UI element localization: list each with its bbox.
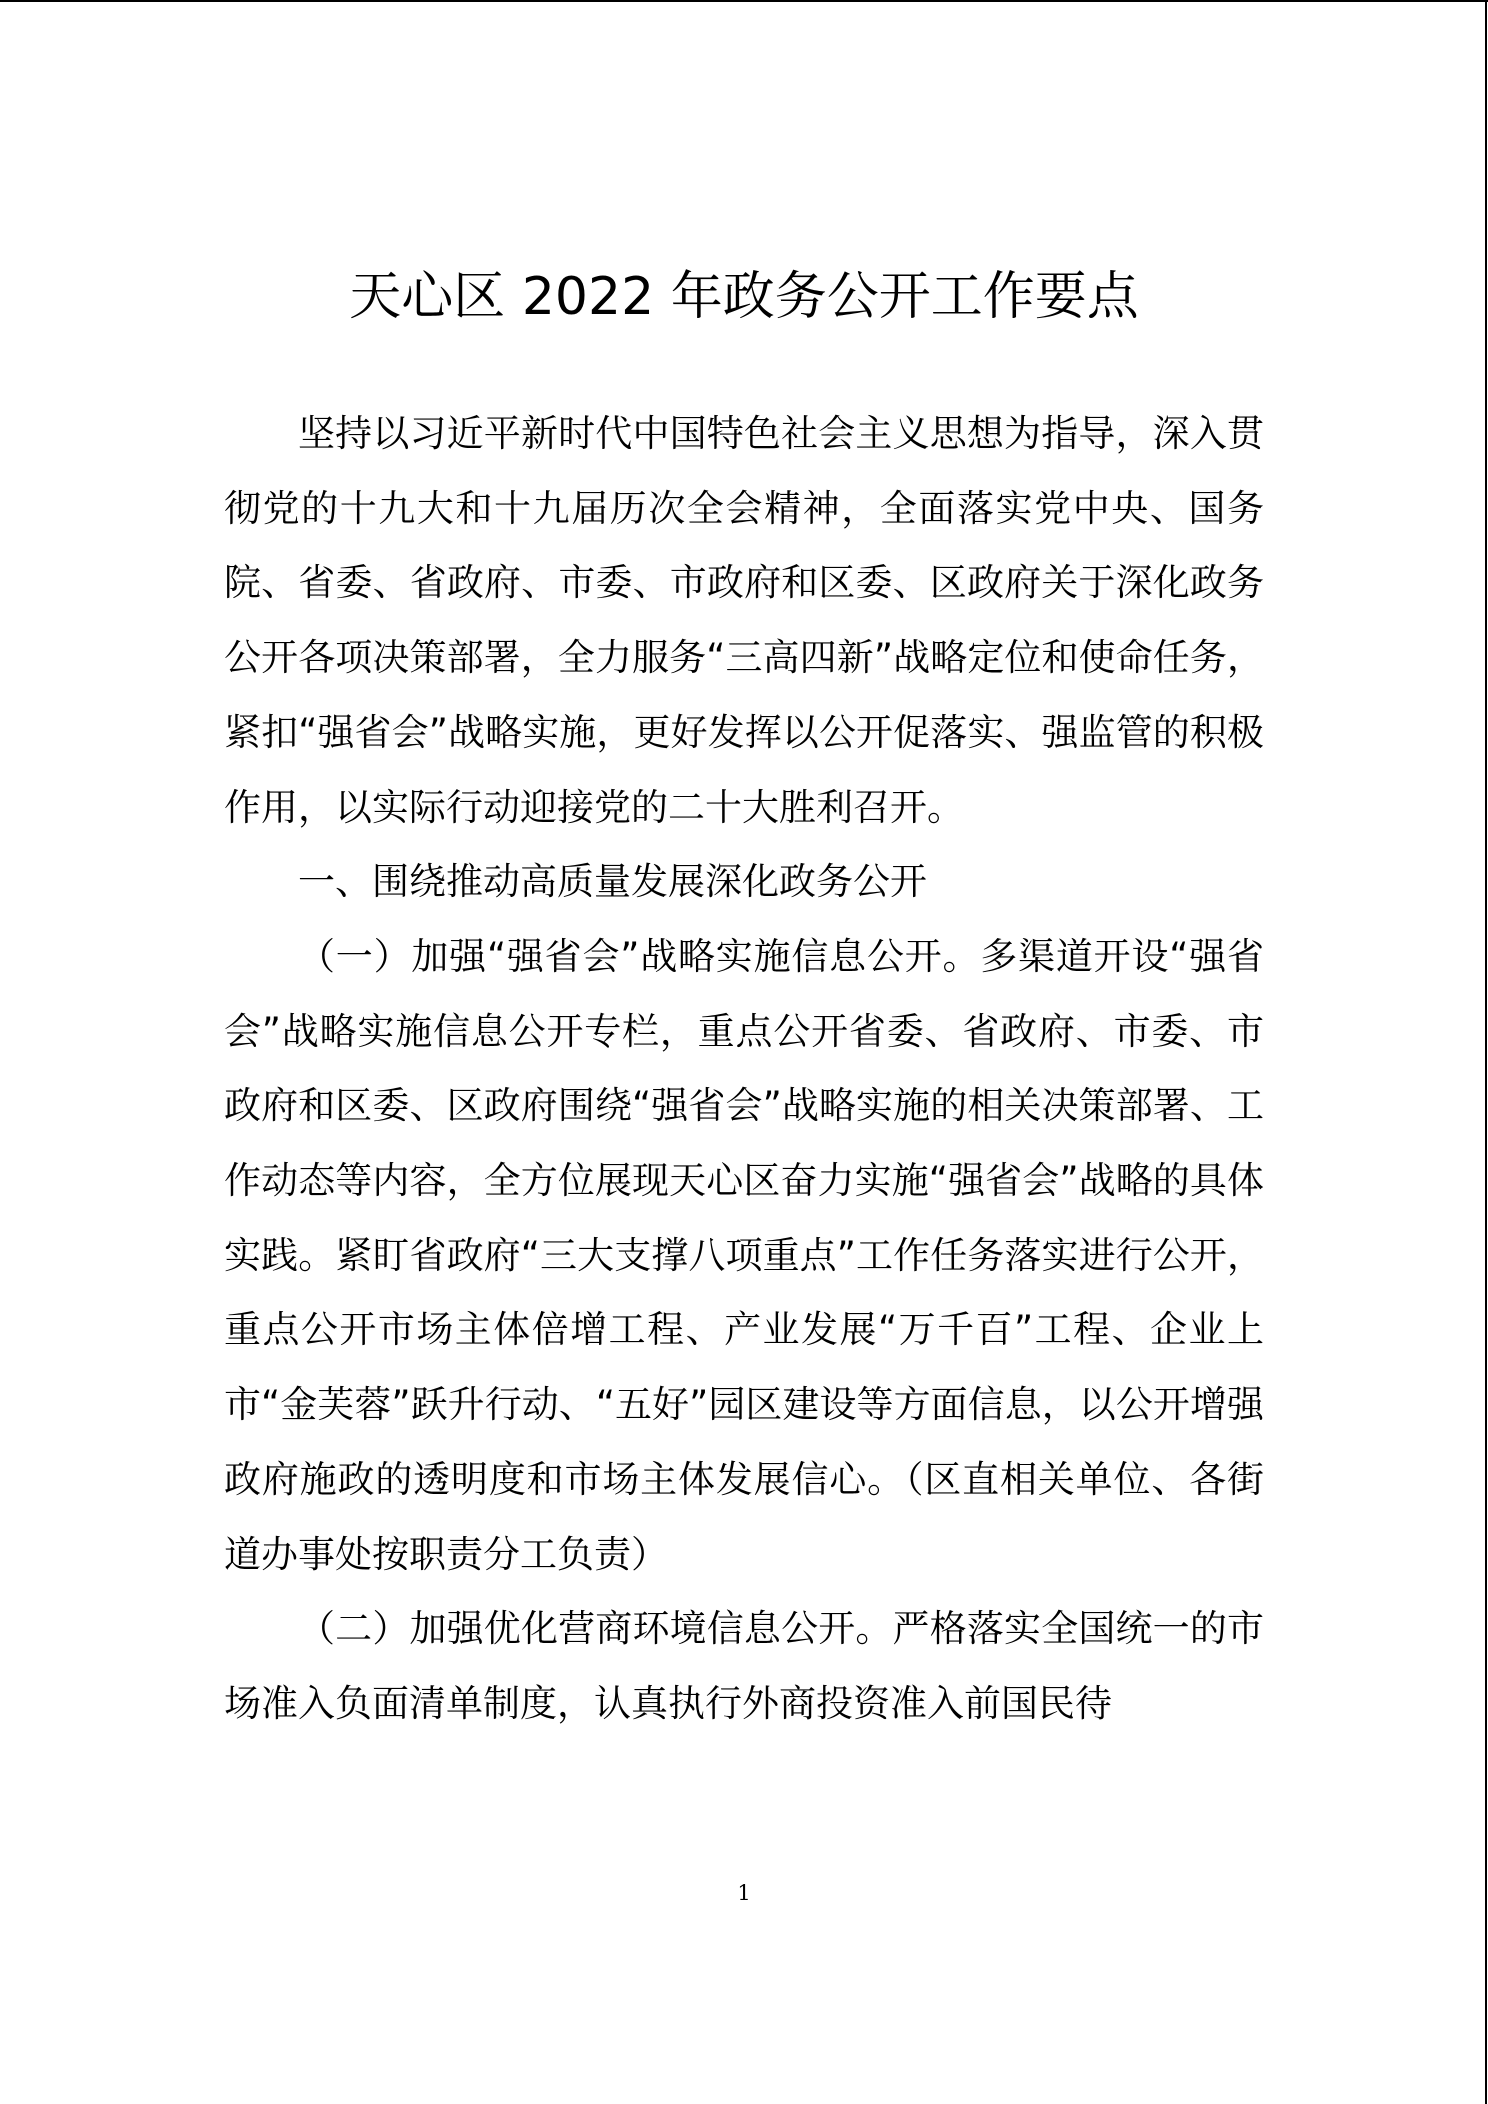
document-body	[224, 397, 1264, 1742]
page-border-right	[1485, 0, 1487, 2104]
subsection-1-paragraph: （一）加强“强省会”战略实施信息公开。多渠道开设“强省会”战略实施信息公开专栏，重点公开省委、省政府、市委、市政府和区委、区政府围绕“强省会”战略实施的相关决策部署、工作动态等内容，全方位展现天心区奋力实施“强省会”战略的具体实践。紧盯省政府“三大支撑八项重点”工作任务落实进行公开，重点公开市场主体倍增工程、产业发展“万千百”工程、企业上市“金芙蓉”跃升行动、“五好”园区建设等方面信息，以公开增强政府施政的透明度和市场主体发展信心。（区直相关单位、各街道办事处按职责分工负责）	[224, 934, 1264, 1576]
page-number: 1	[737, 1881, 751, 1905]
page-border-top	[0, 0, 1488, 2]
subsection-2-paragraph: （二）加强优化营商环境信息公开。严格落实全国统一的市场准入负面清单制度，认真执行外商投资准入前国民待	[224, 1607, 1264, 1725]
document-title: 天心区 2022 年政务公开工作要点	[349, 267, 1139, 327]
intro-paragraph: 坚持以习近平新时代中国特色社会主义思想为指导，深入贯彻党的十九大和十九届历次全会精神，全面落实党中央、国务院、省委、省政府、市委、市政府和区委、区政府关于深化政务公开各项决策部署，全力服务“三高四新”战略定位和使命任务，紧扣“强省会”战略实施，更好发挥以公开促落实、强监管的积极作用，以实际行动迎接党的二十大胜利召开。	[224, 412, 1264, 829]
section-heading-1: 一、围绕推动高质量发展深化政务公开	[298, 860, 927, 904]
